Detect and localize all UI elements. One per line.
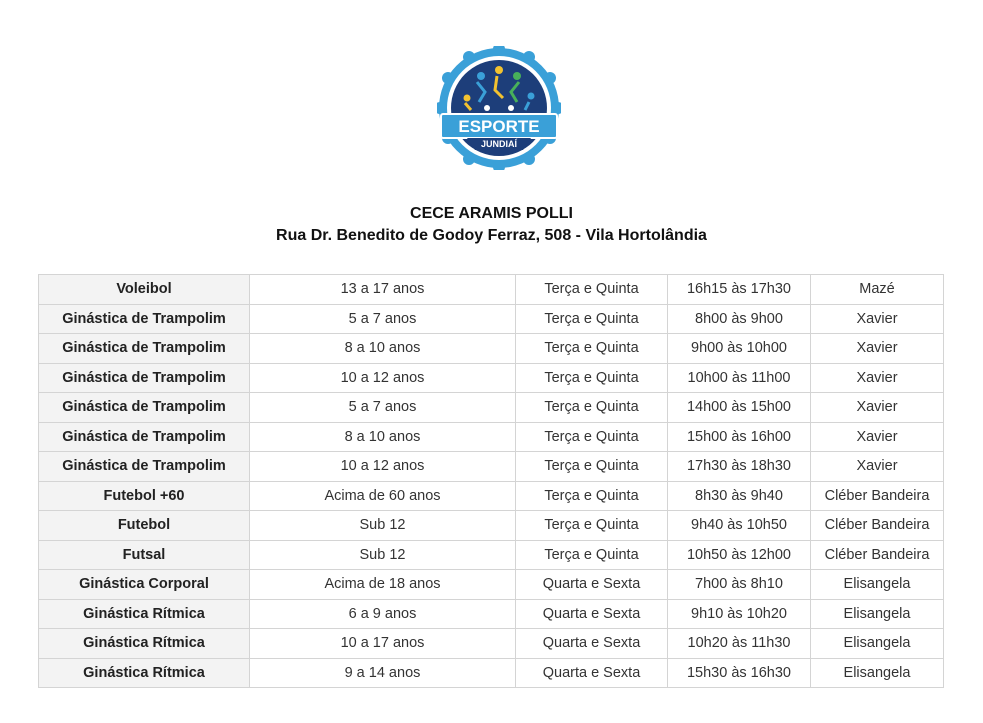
time-cell: 15h30 às 16h30	[668, 658, 811, 688]
instructor-cell: Elisangela	[811, 570, 944, 600]
table-row	[39, 275, 944, 305]
activity-cell: Futsal	[39, 540, 250, 570]
days-cell: Terça e Quinta	[516, 452, 668, 482]
time-cell: 8h00 às 9h00	[668, 304, 811, 334]
time-cell: 9h40 às 10h50	[668, 511, 811, 541]
age-group-cell: 6 a 9 anos	[250, 599, 516, 629]
table-row	[39, 393, 944, 423]
age-group-cell: Acima de 18 anos	[250, 570, 516, 600]
time-cell: 9h10 às 10h20	[668, 599, 811, 629]
time-cell: 9h00 às 10h00	[668, 334, 811, 364]
activity-cell: Futebol	[39, 511, 250, 541]
table-row	[39, 334, 944, 364]
instructor-cell: Elisangela	[811, 629, 944, 659]
table-row	[39, 540, 944, 570]
days-cell: Terça e Quinta	[516, 393, 668, 423]
activity-cell: Ginástica Corporal	[39, 570, 250, 600]
activity-cell: Ginástica de Trampolim	[39, 452, 250, 482]
time-cell: 10h20 às 11h30	[668, 629, 811, 659]
logo-text-sub: JUNDIAÍ	[480, 139, 518, 149]
instructor-cell: Cléber Bandeira	[811, 540, 944, 570]
page-title: CECE ARAMIS POLLI	[410, 205, 573, 222]
days-cell: Quarta e Sexta	[516, 570, 668, 600]
page-header	[0, 203, 983, 247]
time-cell: 7h00 às 8h10	[668, 570, 811, 600]
age-group-cell: 5 a 7 anos	[250, 393, 516, 423]
age-group-cell: 10 a 17 anos	[250, 629, 516, 659]
age-group-cell: 10 a 12 anos	[250, 452, 516, 482]
age-group-cell: Sub 12	[250, 511, 516, 541]
table-row	[39, 658, 944, 688]
days-cell: Terça e Quinta	[516, 511, 668, 541]
instructor-cell: Elisangela	[811, 658, 944, 688]
instructor-cell: Xavier	[811, 452, 944, 482]
time-cell: 16h15 às 17h30	[668, 275, 811, 305]
logo-text-main: ESPORTE	[458, 117, 540, 136]
instructor-cell: Xavier	[811, 334, 944, 364]
days-cell: Quarta e Sexta	[516, 599, 668, 629]
instructor-cell: Mazé	[811, 275, 944, 305]
days-cell: Terça e Quinta	[516, 304, 668, 334]
time-cell: 15h00 às 16h00	[668, 422, 811, 452]
table-row	[39, 304, 944, 334]
activity-cell: Ginástica Rítmica	[39, 599, 250, 629]
schedule-table-body	[39, 275, 944, 688]
instructor-cell: Xavier	[811, 363, 944, 393]
age-group-cell: Acima de 60 anos	[250, 481, 516, 511]
days-cell: Terça e Quinta	[516, 540, 668, 570]
table-row	[39, 511, 944, 541]
table-row	[39, 629, 944, 659]
table-row	[39, 422, 944, 452]
activity-cell: Ginástica de Trampolim	[39, 363, 250, 393]
instructor-cell: Cléber Bandeira	[811, 481, 944, 511]
table-row	[39, 452, 944, 482]
age-group-cell: 5 a 7 anos	[250, 304, 516, 334]
days-cell: Terça e Quinta	[516, 275, 668, 305]
time-cell: 10h50 às 12h00	[668, 540, 811, 570]
activity-cell: Voleibol	[39, 275, 250, 305]
activity-cell: Ginástica Rítmica	[39, 658, 250, 688]
age-group-cell: 8 a 10 anos	[250, 334, 516, 364]
age-group-cell: Sub 12	[250, 540, 516, 570]
activity-cell: Futebol +60	[39, 481, 250, 511]
schedule-table	[38, 274, 944, 688]
age-group-cell: 8 a 10 anos	[250, 422, 516, 452]
instructor-cell: Xavier	[811, 304, 944, 334]
table-row	[39, 481, 944, 511]
days-cell: Terça e Quinta	[516, 363, 668, 393]
esporte-jundiai-logo	[437, 46, 561, 170]
instructor-cell: Elisangela	[811, 599, 944, 629]
table-row	[39, 570, 944, 600]
age-group-cell: 10 a 12 anos	[250, 363, 516, 393]
activity-cell: Ginástica Rítmica	[39, 629, 250, 659]
days-cell: Quarta e Sexta	[516, 629, 668, 659]
activity-cell: Ginástica de Trampolim	[39, 393, 250, 423]
instructor-cell: Cléber Bandeira	[811, 511, 944, 541]
activity-cell: Ginástica de Trampolim	[39, 422, 250, 452]
instructor-cell: Xavier	[811, 393, 944, 423]
badge-ring	[437, 46, 561, 170]
activity-cell: Ginástica de Trampolim	[39, 304, 250, 334]
days-cell: Terça e Quinta	[516, 334, 668, 364]
age-group-cell: 9 a 14 anos	[250, 658, 516, 688]
table-row	[39, 599, 944, 629]
time-cell: 14h00 às 15h00	[668, 393, 811, 423]
logo-graphic	[437, 46, 561, 170]
time-cell: 10h00 às 11h00	[668, 363, 811, 393]
days-cell: Terça e Quinta	[516, 422, 668, 452]
days-cell: Quarta e Sexta	[516, 658, 668, 688]
age-group-cell: 13 a 17 anos	[250, 275, 516, 305]
time-cell: 8h30 às 9h40	[668, 481, 811, 511]
activity-cell: Ginástica de Trampolim	[39, 334, 250, 364]
time-cell: 17h30 às 18h30	[668, 452, 811, 482]
page-address: Rua Dr. Benedito de Godoy Ferraz, 508 - Vila Hortolândia	[276, 227, 707, 244]
days-cell: Terça e Quinta	[516, 481, 668, 511]
instructor-cell: Xavier	[811, 422, 944, 452]
table-row	[39, 363, 944, 393]
